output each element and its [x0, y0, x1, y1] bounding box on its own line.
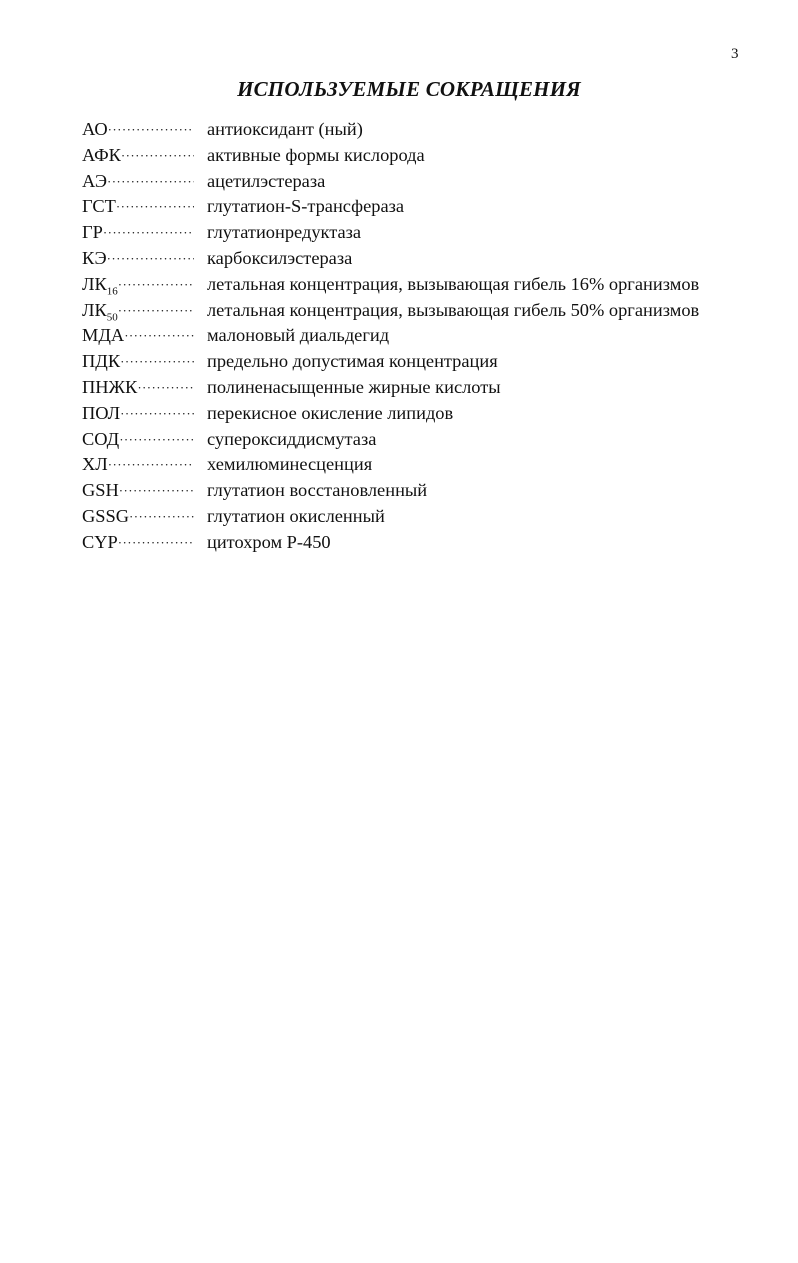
term-text: ПНЖК — [82, 376, 138, 397]
abbreviation-term — [82, 478, 194, 504]
term-text: АО — [82, 119, 108, 139]
term-text: ГСТ — [82, 196, 116, 217]
abbreviation-row — [82, 298, 782, 324]
abbreviation-definition: хемилюминесценция — [207, 454, 373, 475]
page-title: ИСПОЛЬЗУЕМЫЕ СОКРАЩЕНИЯ — [237, 77, 581, 101]
abbreviation-definition: супероксиддисмутаза — [207, 428, 377, 449]
term-subscript: 16 — [106, 285, 118, 298]
abbreviation-definition: цитохром Р-450 — [207, 531, 331, 552]
term-text: ЛК — [82, 299, 107, 320]
abbreviation-row — [82, 375, 782, 401]
abbreviation-definition: глутатионредуктаза — [207, 222, 362, 243]
abbreviation-term — [82, 117, 194, 143]
term-text: СОД — [82, 428, 120, 449]
abbreviation-row — [82, 169, 782, 195]
abbreviation-row — [82, 504, 782, 530]
abbreviation-term — [82, 143, 194, 169]
abbreviation-definition: антиоксидант (ный) — [207, 119, 363, 139]
abbreviation-definition: ацетилэстераза — [207, 170, 326, 191]
abbreviation-row — [82, 117, 782, 143]
abbreviation-row — [82, 427, 782, 453]
abbreviation-row — [82, 246, 782, 272]
abbreviation-definition: глутатион окисленный — [207, 505, 385, 526]
abbreviation-definition: глутатион восстановленный — [207, 480, 428, 501]
term-subscript: 50 — [106, 311, 118, 324]
term-text: ЛК — [82, 273, 107, 294]
abbreviation-term — [82, 504, 194, 530]
term-text: АЭ — [82, 170, 107, 191]
term-text: КЭ — [82, 247, 107, 268]
term-text: ХЛ — [82, 454, 108, 475]
abbreviation-row — [82, 323, 782, 349]
abbreviation-term — [82, 530, 194, 556]
abbreviation-list — [82, 117, 782, 556]
abbreviation-row — [82, 220, 782, 246]
term-text: GSSG — [82, 505, 130, 526]
abbreviation-term — [82, 220, 194, 246]
abbreviation-term — [82, 427, 194, 453]
abbreviation-definition: глутатион-S-трансфераза — [207, 196, 405, 217]
abbreviation-term — [82, 452, 194, 478]
abbreviation-term — [82, 349, 194, 375]
abbreviation-row — [82, 452, 782, 478]
abbreviation-row — [82, 401, 782, 427]
abbreviation-definition: активные формы кислорода — [207, 144, 425, 165]
abbreviation-row — [82, 349, 782, 375]
abbreviation-term — [82, 298, 194, 324]
abbreviation-term — [82, 375, 194, 401]
abbreviation-row — [82, 478, 782, 504]
abbreviation-definition: полиненасыщенные жирные кислоты — [207, 376, 501, 397]
abbreviation-row — [82, 143, 782, 169]
abbreviation-definition: карбоксилэстераза — [207, 247, 353, 268]
abbreviation-term — [82, 194, 194, 220]
abbreviation-term — [82, 169, 194, 195]
abbreviation-term — [82, 401, 194, 427]
abbreviation-term — [82, 246, 194, 272]
abbreviation-definition: летальная концентрация, вызывающая гибель 16% организмов — [207, 273, 700, 294]
term-text: ГР — [82, 222, 103, 243]
abbreviation-definition: летальная концентрация, вызывающая гибель 50% организмов — [207, 299, 700, 320]
term-text: GSH — [82, 480, 119, 501]
abbreviation-row — [82, 272, 782, 298]
term-text: ПДК — [82, 351, 121, 372]
term-text: CYP — [82, 531, 118, 552]
abbreviation-definition: малоновый диальдегид — [207, 325, 390, 346]
abbreviation-definition: предельно допустимая концентрация — [207, 351, 498, 372]
term-text: ПОЛ — [82, 402, 121, 423]
abbreviation-term — [82, 272, 194, 298]
abbreviation-row — [82, 530, 782, 556]
term-text: МДА — [82, 325, 125, 346]
term-text: АФК — [82, 144, 121, 165]
abbreviation-term — [82, 323, 194, 349]
abbreviation-definition: перекисное окисление липидов — [207, 402, 454, 423]
abbreviation-row — [82, 194, 782, 220]
page-number: 3 — [731, 46, 739, 62]
